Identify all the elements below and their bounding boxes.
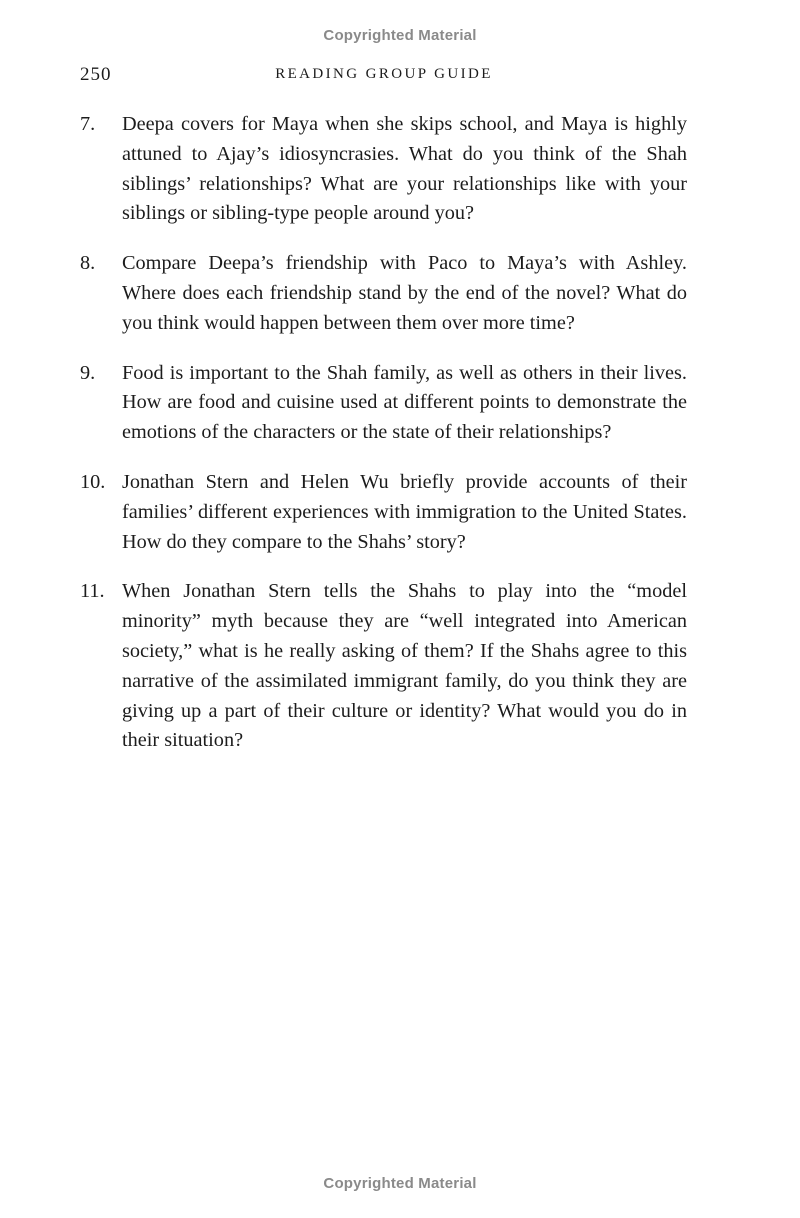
question-number: 10. <box>80 470 106 493</box>
question-text: Food is important to the Shah family, as well as others in their lives. How are food and cuisine used at different points to demonstrate the emotions of the characters or the state of their relationships? <box>122 361 687 444</box>
question-text: Jonathan Stern and Helen Wu briefly provide accounts of their families’ different experiences with immigration to the United States. How do they compare to the Shahs’ story? <box>122 470 687 553</box>
copyright-watermark-bottom: Copyrighted Material <box>323 1175 477 1192</box>
question-item-7 <box>80 110 687 229</box>
question-number: 8. <box>80 252 96 275</box>
question-item-10 <box>80 468 687 557</box>
question-item-8 <box>80 249 687 338</box>
question-text: Deepa covers for Maya when she skips school, and Maya is highly attuned to Ajay’s idiosyncrasies. What do you think of the Shah siblings’ relationships? What are your relationships like with your siblings or sibling-type people around you? <box>122 113 687 225</box>
question-number: 7. <box>80 113 96 135</box>
section-title: READING GROUP GUIDE <box>275 66 493 82</box>
question-text: When Jonathan Stern tells the Shahs to play into the “model minority” myth because they are “well integrated into American society,” what is he really asking of them? If the Shahs agree to this narrative of the assimilated immigrant family, do you think they are giving up a part of their culture or identity? What would you do in their situation? <box>122 580 687 752</box>
copyright-watermark-top: Copyrighted Material <box>323 27 477 44</box>
question-number: 9. <box>80 361 96 384</box>
question-item-11 <box>80 577 687 756</box>
page-number: 250 <box>80 64 112 85</box>
question-item-9 <box>80 359 687 448</box>
question-text: Compare Deepa’s friendship with Paco to Maya’s with Ashley. Where does each friendship stand by the end of the novel? What do you think would happen between them over more time? <box>122 252 687 334</box>
question-list <box>80 110 687 776</box>
question-number: 11. <box>80 580 105 603</box>
running-header <box>80 64 688 88</box>
